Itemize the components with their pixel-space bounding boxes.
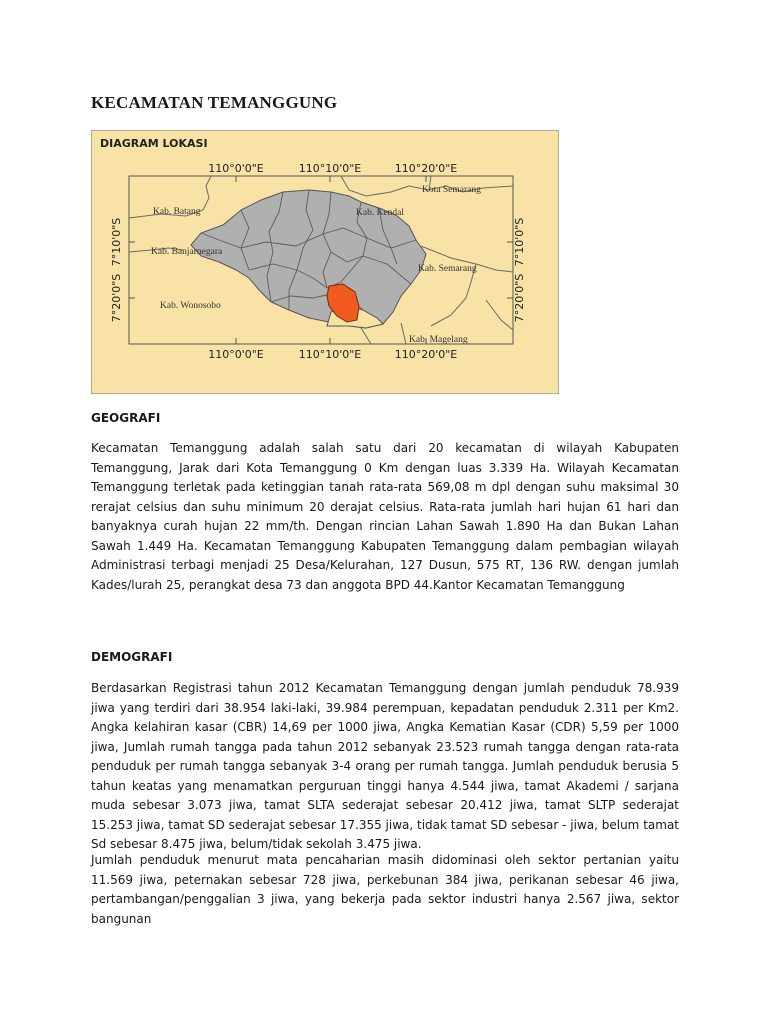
demografi-paragraph-2: Jumlah penduduk menurut mata pencaharian masih didominasi oleh sektor pertanian yaitu 11.569 jiwa, peternakan sebesar 728 jiwa, perkebunan 384 jiwa, perikanan sebesar 46 jiwa, pertambangan/penggalian 3 jiwa, yang bekerja pada sektor industri hanya 2.567 jiwa, sektor bangunan	[91, 853, 679, 926]
geografi-paragraph: Kecamatan Temanggung adalah salah satu dari 20 kecamatan di wilayah Kabupaten Temanggung, Jarak dari Kota Temanggung 0 Km dengan luas 3.339 Ha. Wilayah Kecamatan Temanggung terletak pada ketinggian tanah rata-rata 569,08 m dpl dengan suhu maksimal 30 rerajat celsius dan suhu minimum 20 derajat celsius. Rata-rata jumlah hari hujan 61 hari dan banyaknya curah hujan 22 mm/th. Dengan rincian Lahan Sawah 1.890 Ha dan Bukan Lahan Sawah 1.449 Ha. Kecamatan Temanggung Kabupaten Temanggung dalam pembagian wilayah Administrasi terbagi menjadi 25 Desa/Kelurahan, 127 Dusun, 575 RT, 136 RW. dengan jumlah Kades/lurah 25, perangkat desa 73 dan anggota BPD 44.Kantor Kecamatan Temanggung	[91, 441, 679, 592]
label-kab-banjarnegara: Kab. Banjarnegara	[151, 247, 223, 257]
label-kab-kendal: Kab. Kendal	[356, 208, 405, 218]
label-kab-batang: Kab. Batang	[153, 207, 201, 217]
label-kab-semarang: Kab. Semarang	[418, 264, 477, 274]
lon-label-bottom-3: 110°20'0"E	[394, 348, 458, 361]
document-title: KECAMATAN TEMANGGUNG	[91, 93, 338, 112]
demografi-heading: DEMOGRAFI	[91, 650, 173, 664]
lon-label-top-3: 110°20'0"E	[394, 162, 458, 175]
lat-label-left-2: 7°20'0"S	[110, 273, 123, 323]
geografi-heading: GEOGRAFI	[91, 411, 161, 425]
label-kab-magelang: Kab. Magelang	[409, 335, 468, 345]
label-kota-semarang: Kota Semarang	[422, 185, 481, 195]
lon-label-bottom-1: 110°0'0"E	[208, 348, 264, 361]
demografi-paragraph-1: Berdasarkan Registrasi tahun 2012 Kecamatan Temanggung dengan jumlah penduduk 78.939 jiwa yang terdiri dari 38.954 laki-laki, 39.984 perempuan, kepadatan penduduk 2.311 per Km2. Angka kelahiran kasar (CBR) 14,69 per 1000 jiwa, Angka Kematian Kasar (CDR) 5,59 per 1000 jiwa, Jumlah rumah tangga pada tahun 2012 sebanyak 23.523 rumah tangga dengan rata-rata penduduk per rumah tangga sebanyak 3-4 orang per rumah tangga. Jumlah penduduk berusia 5 tahun keatas yang menamatkan perguruan tinggi hanya 4.544 jiwa, tamat Akademi / sarjana muda sebesar 3.073 jiwa, tamat SLTA sederajat sebesar 20.412 jiwa, tamat SLTP sederajat 15.253 jiwa, tamat SD sederajat sebesar 17.355 jiwa, tidak tamat SD sebesar - jiwa, belum tamat Sd sebesar 8.475 jiwa, belum/tidak sekolah 3.475 jiwa.	[91, 681, 679, 851]
label-kab-wonosobo: Kab. Wonosobo	[160, 301, 221, 311]
lon-label-top-1: 110°0'0"E	[208, 162, 264, 175]
lat-label-right-1: 7°10'0"S	[513, 217, 526, 267]
lat-label-right-2: 7°20'0"S	[513, 273, 526, 323]
lon-label-top-2: 110°10'0"E	[298, 162, 362, 175]
lon-label-bottom-2: 110°10'0"E	[298, 348, 362, 361]
location-map	[91, 130, 559, 394]
map-heading: DIAGRAM LOKASI	[100, 137, 208, 150]
lat-label-left-1: 7°10'0"S	[110, 217, 123, 267]
